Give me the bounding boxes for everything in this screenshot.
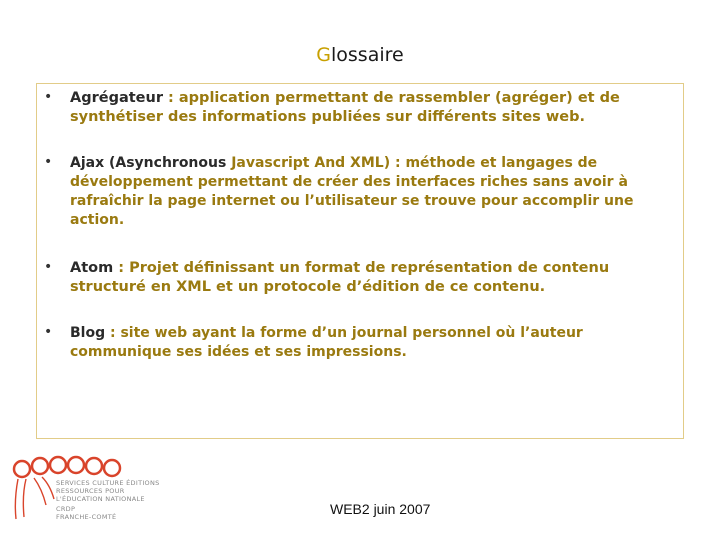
logo-line-2: RESSOURCES POUR [56,487,125,495]
page-title [0,44,720,66]
logo-line-3: L'ÉDUCATION NATIONALE [56,495,145,503]
glossary-definition: : Projet définissant un format de représentation de contenu structuré en XML et un protocole d’édition de ce contenu. [70,260,610,295]
glossary-item-ajax [70,154,670,230]
glossary-definition: Javascript And XML) : méthode et langages de développement permettant de créer des interfaces riches sans avoir à rafraîchir la page internet ou l’utilisateur se trouve pour accomplir une action. [70,155,634,228]
footer-text: WEB2 juin 2007 [330,501,431,517]
glossary-term: Agrégateur [70,90,163,106]
logo-line-1: SERVICES CULTURE ÉDITIONS [56,479,160,487]
glossary-definition: : application permettant de rassembler (agréger) et de synthétiser des informations publiées sur différents sites web. [70,90,620,125]
glossary-item-atom [70,259,670,297]
glossary-term: Blog [70,325,106,341]
title-first-letter: G [316,44,331,66]
title-rest: lossaire [331,44,404,66]
glossary-definition: : site web ayant la forme d’un journal personnel où l’auteur communique ses idées et ses impressions. [70,325,583,360]
logo-line-5: FRANCHE-COMTÉ [56,513,117,521]
glossary-term: Ajax (Asynchronous [70,155,227,171]
bullet-icon: • [44,324,53,340]
bullet-icon: • [44,154,53,170]
logo-line-4: CRDP [56,505,76,513]
glossary-term: Atom [70,260,114,276]
logo-swoosh [15,477,54,519]
glossary-item-agregateur [70,89,670,127]
logo-circles [14,457,120,477]
bullet-icon: • [44,259,53,275]
bullet-icon: • [44,89,53,105]
glossary-item-blog [70,324,670,362]
